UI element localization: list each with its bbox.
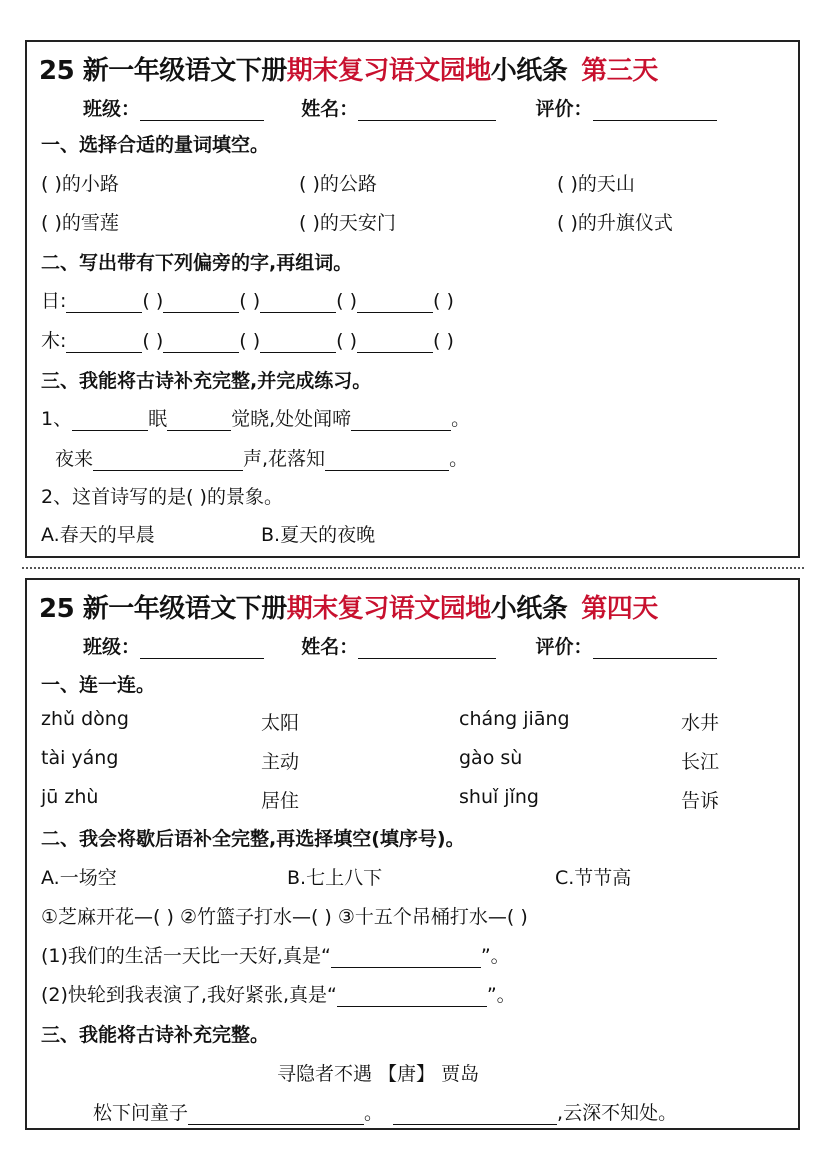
- pinyin-item[interactable]: zhǔ dòng: [41, 708, 129, 730]
- eval-field[interactable]: [593, 636, 717, 659]
- sentence-blank[interactable]: [337, 986, 487, 1007]
- word-paren[interactable]: ( ): [433, 290, 454, 312]
- radical-row-mu: [41, 326, 454, 353]
- sentence-text: ”。: [480, 945, 510, 967]
- poem-blank[interactable]: [93, 450, 243, 471]
- poem-title: 寻隐者不遇 【唐】 贾岛: [277, 1063, 480, 1085]
- hanzi-item[interactable]: 主动: [261, 751, 300, 773]
- worksheet-title: [39, 588, 658, 625]
- char-blank[interactable]: [163, 332, 239, 353]
- hanzi-item[interactable]: 水井: [681, 712, 720, 734]
- section-title: 二、我会将歇后语补全完整,再选择填空(填序号)。: [41, 828, 465, 850]
- option-b: B.七上八下: [287, 867, 383, 889]
- option-b[interactable]: B.夏天的夜晚: [261, 524, 376, 546]
- char-blank[interactable]: [66, 332, 142, 353]
- char-blank[interactable]: [357, 332, 433, 353]
- title-prefix: 25 新一年级语文下册: [39, 594, 287, 624]
- pinyin-item[interactable]: shuǐ jǐng: [459, 786, 539, 808]
- section-title: 一、选择合适的量词填空。: [41, 134, 270, 156]
- radical-label: 木:: [41, 330, 67, 352]
- class-label: 班级：: [83, 98, 141, 120]
- poem-text: 。: [451, 408, 471, 430]
- sentence-text: ”。: [486, 984, 516, 1006]
- measure-word-item[interactable]: ( )的小路: [41, 173, 119, 195]
- worksheet-day4: [25, 578, 800, 1130]
- hanzi-item[interactable]: 告诉: [681, 790, 720, 812]
- pinyin-item[interactable]: cháng jiāng: [459, 708, 570, 730]
- pinyin-item[interactable]: tài yáng: [41, 747, 119, 769]
- poem-blank[interactable]: [325, 450, 449, 471]
- pinyin-item[interactable]: gào sù: [459, 747, 523, 769]
- section-title: 三、我能将古诗补充完整。: [41, 1024, 270, 1046]
- sentence-text: (2)快轮到我表演了,我好紧张,真是“: [41, 984, 337, 1006]
- title-highlight: 期末复习语文园地: [286, 56, 491, 86]
- eval-label: 评价：: [535, 636, 593, 658]
- title-highlight: 期末复习语文园地: [286, 594, 491, 624]
- poem-blank[interactable]: [188, 1104, 364, 1125]
- name-label: 姓名：: [301, 636, 359, 658]
- name-field[interactable]: [358, 98, 496, 121]
- xiehouyu-row[interactable]: ①芝麻开花—( ) ②竹篮子打水—( ) ③十五个吊桶打水—( ): [41, 906, 528, 928]
- measure-word-item[interactable]: ( )的升旗仪式: [557, 212, 673, 234]
- section-title: 二、写出带有下列偏旁的字,再组词。: [41, 252, 353, 274]
- char-blank[interactable]: [163, 292, 239, 313]
- section-title: 一、连一连。: [41, 674, 156, 696]
- measure-word-item[interactable]: ( )的天安门: [299, 212, 396, 234]
- day-label: 第三天: [581, 56, 658, 86]
- title-prefix: 25 新一年级语文下册: [39, 56, 287, 86]
- poem-text: 1、: [41, 408, 73, 430]
- measure-word-item[interactable]: ( )的雪莲: [41, 212, 119, 234]
- poem-blank[interactable]: [393, 1104, 557, 1125]
- char-blank[interactable]: [260, 292, 336, 313]
- title-suffix: 小纸条: [490, 594, 568, 624]
- word-paren[interactable]: ( ): [239, 330, 261, 352]
- radical-row-ri: [41, 286, 454, 313]
- word-paren[interactable]: ( ): [336, 290, 358, 312]
- sentence-blank[interactable]: [331, 947, 481, 968]
- cut-line: [22, 567, 804, 569]
- pinyin-item[interactable]: jū zhù: [41, 786, 99, 808]
- poem-text: 。: [364, 1102, 384, 1124]
- class-label: 班级：: [83, 636, 141, 658]
- poem-blank[interactable]: [351, 410, 451, 431]
- word-paren[interactable]: ( ): [433, 330, 454, 352]
- hanzi-item[interactable]: 居住: [261, 790, 300, 812]
- poem-text: ,云深不知处。: [557, 1102, 678, 1124]
- poem-blank[interactable]: [167, 410, 231, 431]
- poem-text: 。: [449, 448, 469, 470]
- day-label: 第四天: [581, 594, 658, 624]
- name-label: 姓名：: [301, 98, 359, 120]
- eval-field[interactable]: [593, 98, 717, 121]
- measure-word-item[interactable]: ( )的天山: [557, 173, 635, 195]
- worksheet-day3: [25, 40, 800, 558]
- title-suffix: 小纸条: [490, 56, 568, 86]
- student-info-row: [83, 94, 717, 121]
- hanzi-item[interactable]: 长江: [681, 751, 720, 773]
- radical-label: 日:: [41, 290, 67, 312]
- sentence-text: (1)我们的生活一天比一天好,真是“: [41, 945, 331, 967]
- word-paren[interactable]: ( ): [142, 330, 164, 352]
- eval-label: 评价：: [535, 98, 593, 120]
- class-field[interactable]: [140, 98, 264, 121]
- option-a[interactable]: A.春天的早晨: [41, 524, 155, 546]
- poem-line: [93, 1098, 677, 1125]
- option-a: A.一场空: [41, 867, 117, 889]
- class-field[interactable]: [140, 636, 264, 659]
- sentence-2: [41, 980, 516, 1007]
- poem-blank[interactable]: [72, 410, 148, 431]
- name-field[interactable]: [358, 636, 496, 659]
- word-paren[interactable]: ( ): [239, 290, 261, 312]
- poem-text: 觉晓,处处闻啼: [231, 408, 352, 430]
- poem-text: 夜来: [55, 448, 94, 470]
- worksheet-title: [39, 50, 658, 87]
- poem-text: 眠: [148, 408, 168, 430]
- poem-line-1: [41, 404, 470, 431]
- char-blank[interactable]: [357, 292, 433, 313]
- question-2[interactable]: 2、这首诗写的是( )的景象。: [41, 486, 283, 508]
- word-paren[interactable]: ( ): [336, 330, 358, 352]
- sentence-1: [41, 941, 510, 968]
- poem-text: 声,花落知: [243, 448, 326, 470]
- measure-word-item[interactable]: ( )的公路: [299, 173, 377, 195]
- poem-text: 松下问童子: [93, 1102, 189, 1124]
- word-paren[interactable]: ( ): [142, 290, 164, 312]
- student-info-row: [83, 632, 717, 659]
- hanzi-item[interactable]: 太阳: [261, 712, 300, 734]
- char-blank[interactable]: [66, 292, 142, 313]
- char-blank[interactable]: [260, 332, 336, 353]
- section-title: 三、我能将古诗补充完整,并完成练习。: [41, 370, 372, 392]
- option-c: C.节节高: [555, 867, 632, 889]
- poem-line-2: [55, 444, 468, 471]
